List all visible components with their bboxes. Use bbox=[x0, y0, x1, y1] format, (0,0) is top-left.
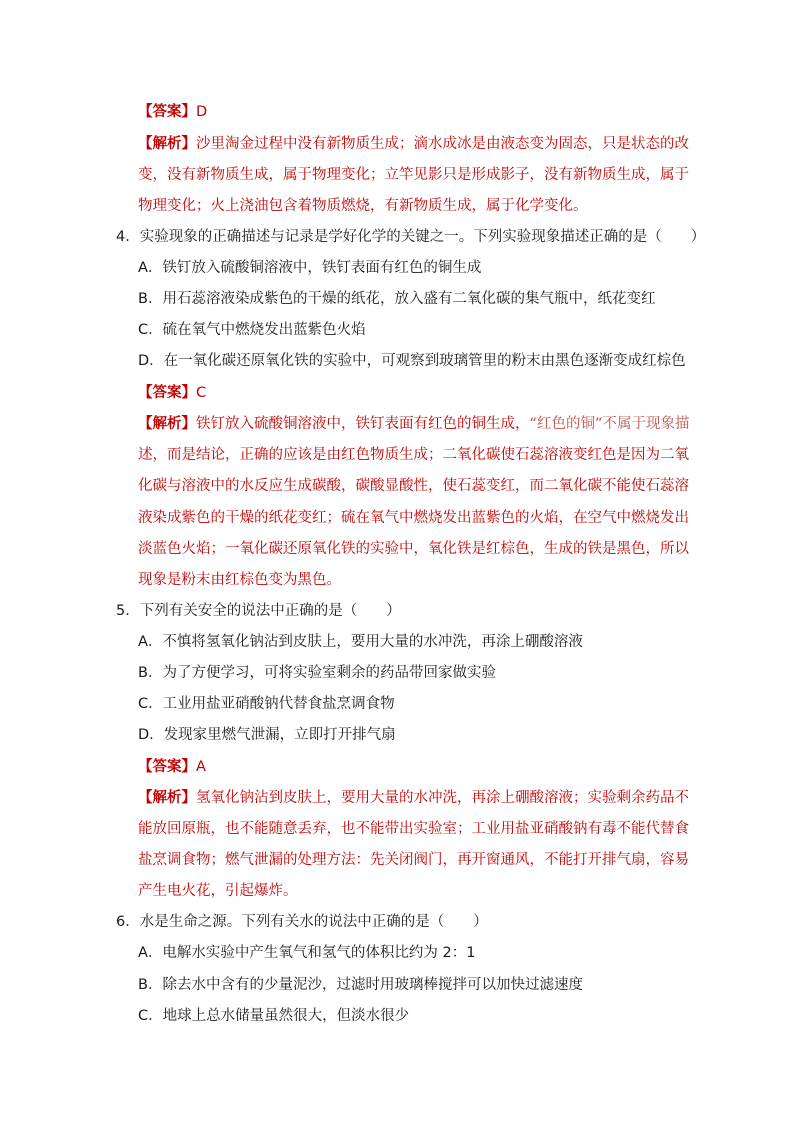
analysis-quote: “红色的铜”不属于现象描 bbox=[529, 416, 690, 432]
analysis-line: 现象是粉末由红棕色变为黑色。 bbox=[138, 572, 341, 588]
answer-tag: 【答案】 bbox=[138, 385, 196, 401]
option-d: D．在一氧化碳还原氧化铁的实验中，可观察到玻璃管里的粉末由黑色逐渐变成红棕色 bbox=[138, 353, 686, 369]
analysis-line: 淡蓝色火焰；一氧化碳还原氧化铁的实验中，氧化铁是红棕色，生成的铁是黑色，所以 bbox=[138, 541, 689, 557]
analysis-line: 变，没有新物质生成，属于物理变化；立竿见影只是形成影子，没有新物质生成，属于 bbox=[138, 167, 689, 183]
analysis-line: 物理变化；火上浇油包含着物质燃烧，有新物质生成，属于化学变化。 bbox=[138, 198, 588, 214]
option-c: C．硫在氧气中燃烧发出蓝紫色火焰 bbox=[138, 322, 366, 338]
analysis-tag: 【解析】 bbox=[138, 136, 196, 152]
answer-line bbox=[138, 102, 207, 122]
option-d: D．发现家里燃气泄漏，立即打开排气扇 bbox=[138, 727, 396, 743]
analysis-tag: 【解析】 bbox=[138, 790, 196, 806]
analysis-line bbox=[138, 414, 690, 434]
option-a: A．不慎将氢氧化钠沾到皮肤上，要用大量的水冲洗，再涂上硼酸溶液 bbox=[138, 634, 583, 650]
analysis-line: 述，而是结论，正确的应该是由红色物质生成；二氧化碳使石蕊溶液变红色是因为二氧 bbox=[138, 447, 689, 463]
option-c: C．地球上总水储量虽然很大，但淡水很少 bbox=[138, 1008, 410, 1024]
answer-tag: 【答案】 bbox=[138, 104, 196, 120]
answer-tag: 【答案】 bbox=[138, 759, 196, 775]
analysis-line bbox=[138, 788, 689, 808]
question-stem: 6．水是生命之源。下列有关水的说法中正确的是（ ） bbox=[116, 914, 488, 930]
option-b: B．为了方便学习，可将实验室剩余的药品带回家做实验 bbox=[138, 665, 496, 681]
option-b: B．用石蕊溶液染成紫色的干燥的纸花，放入盛有二氧化碳的集气瓶中，纸花变红 bbox=[138, 291, 656, 307]
option-b: B．除去水中含有的少量泥沙，过滤时用玻璃棒搅拌可以加快过滤速度 bbox=[138, 977, 583, 993]
analysis-line: 化碳与溶液中的水反应生成碳酸，碳酸显酸性，使石蕊变红，而二氧化碳不能使石蕊溶 bbox=[138, 478, 689, 494]
answer-value: D bbox=[196, 104, 208, 120]
question-stem: 5．下列有关安全的说法中正确的是（ ） bbox=[116, 603, 401, 619]
option-c: C．工业用盐亚硝酸钠代替食盐烹调食物 bbox=[138, 696, 395, 712]
answer-value: A bbox=[196, 759, 206, 775]
answer-line bbox=[138, 383, 206, 403]
question-stem: 4．实验现象的正确描述与记录是学好化学的关键之一。下列实验现象描述正确的是（ ） bbox=[116, 229, 706, 245]
answer-line bbox=[138, 757, 206, 777]
option-a: A．铁钉放入硫酸铜溶液中，铁钉表面有红色的铜生成 bbox=[138, 260, 482, 276]
analysis-line: 液染成紫色的干燥的纸花变红；硫在氧气中燃烧发出蓝紫色的火焰，在空气中燃烧发出 bbox=[138, 510, 689, 526]
analysis-line: 产生电火花，引起爆炸。 bbox=[138, 883, 298, 899]
analysis-text: 氢氧化钠沾到皮肤上，要用大量的水冲洗，再涂上硼酸溶液；实验剩余药品不 bbox=[196, 790, 689, 806]
analysis-line bbox=[138, 134, 689, 154]
analysis-tag: 【解析】 bbox=[138, 416, 196, 432]
analysis-text: 铁钉放入硫酸铜溶液中，铁钉表面有红色的铜生成， bbox=[196, 416, 530, 432]
analysis-text: 沙里淘金过程中没有新物质生成；滴水成冰是由液态变为固态，只是状态的改 bbox=[196, 136, 689, 152]
analysis-line: 盐烹调食物；燃气泄漏的处理方法：先关闭阀门，再开窗通风，不能打开排气扇，容易 bbox=[138, 852, 689, 868]
answer-value: C bbox=[196, 385, 207, 401]
option-a: A．电解水实验中产生氧气和氢气的体积比约为 2：1 bbox=[138, 945, 476, 961]
analysis-line: 能放回原瓶，也不能随意丢弃，也不能带出实验室；工业用盐亚硝酸钠有毒不能代替食 bbox=[138, 821, 689, 837]
